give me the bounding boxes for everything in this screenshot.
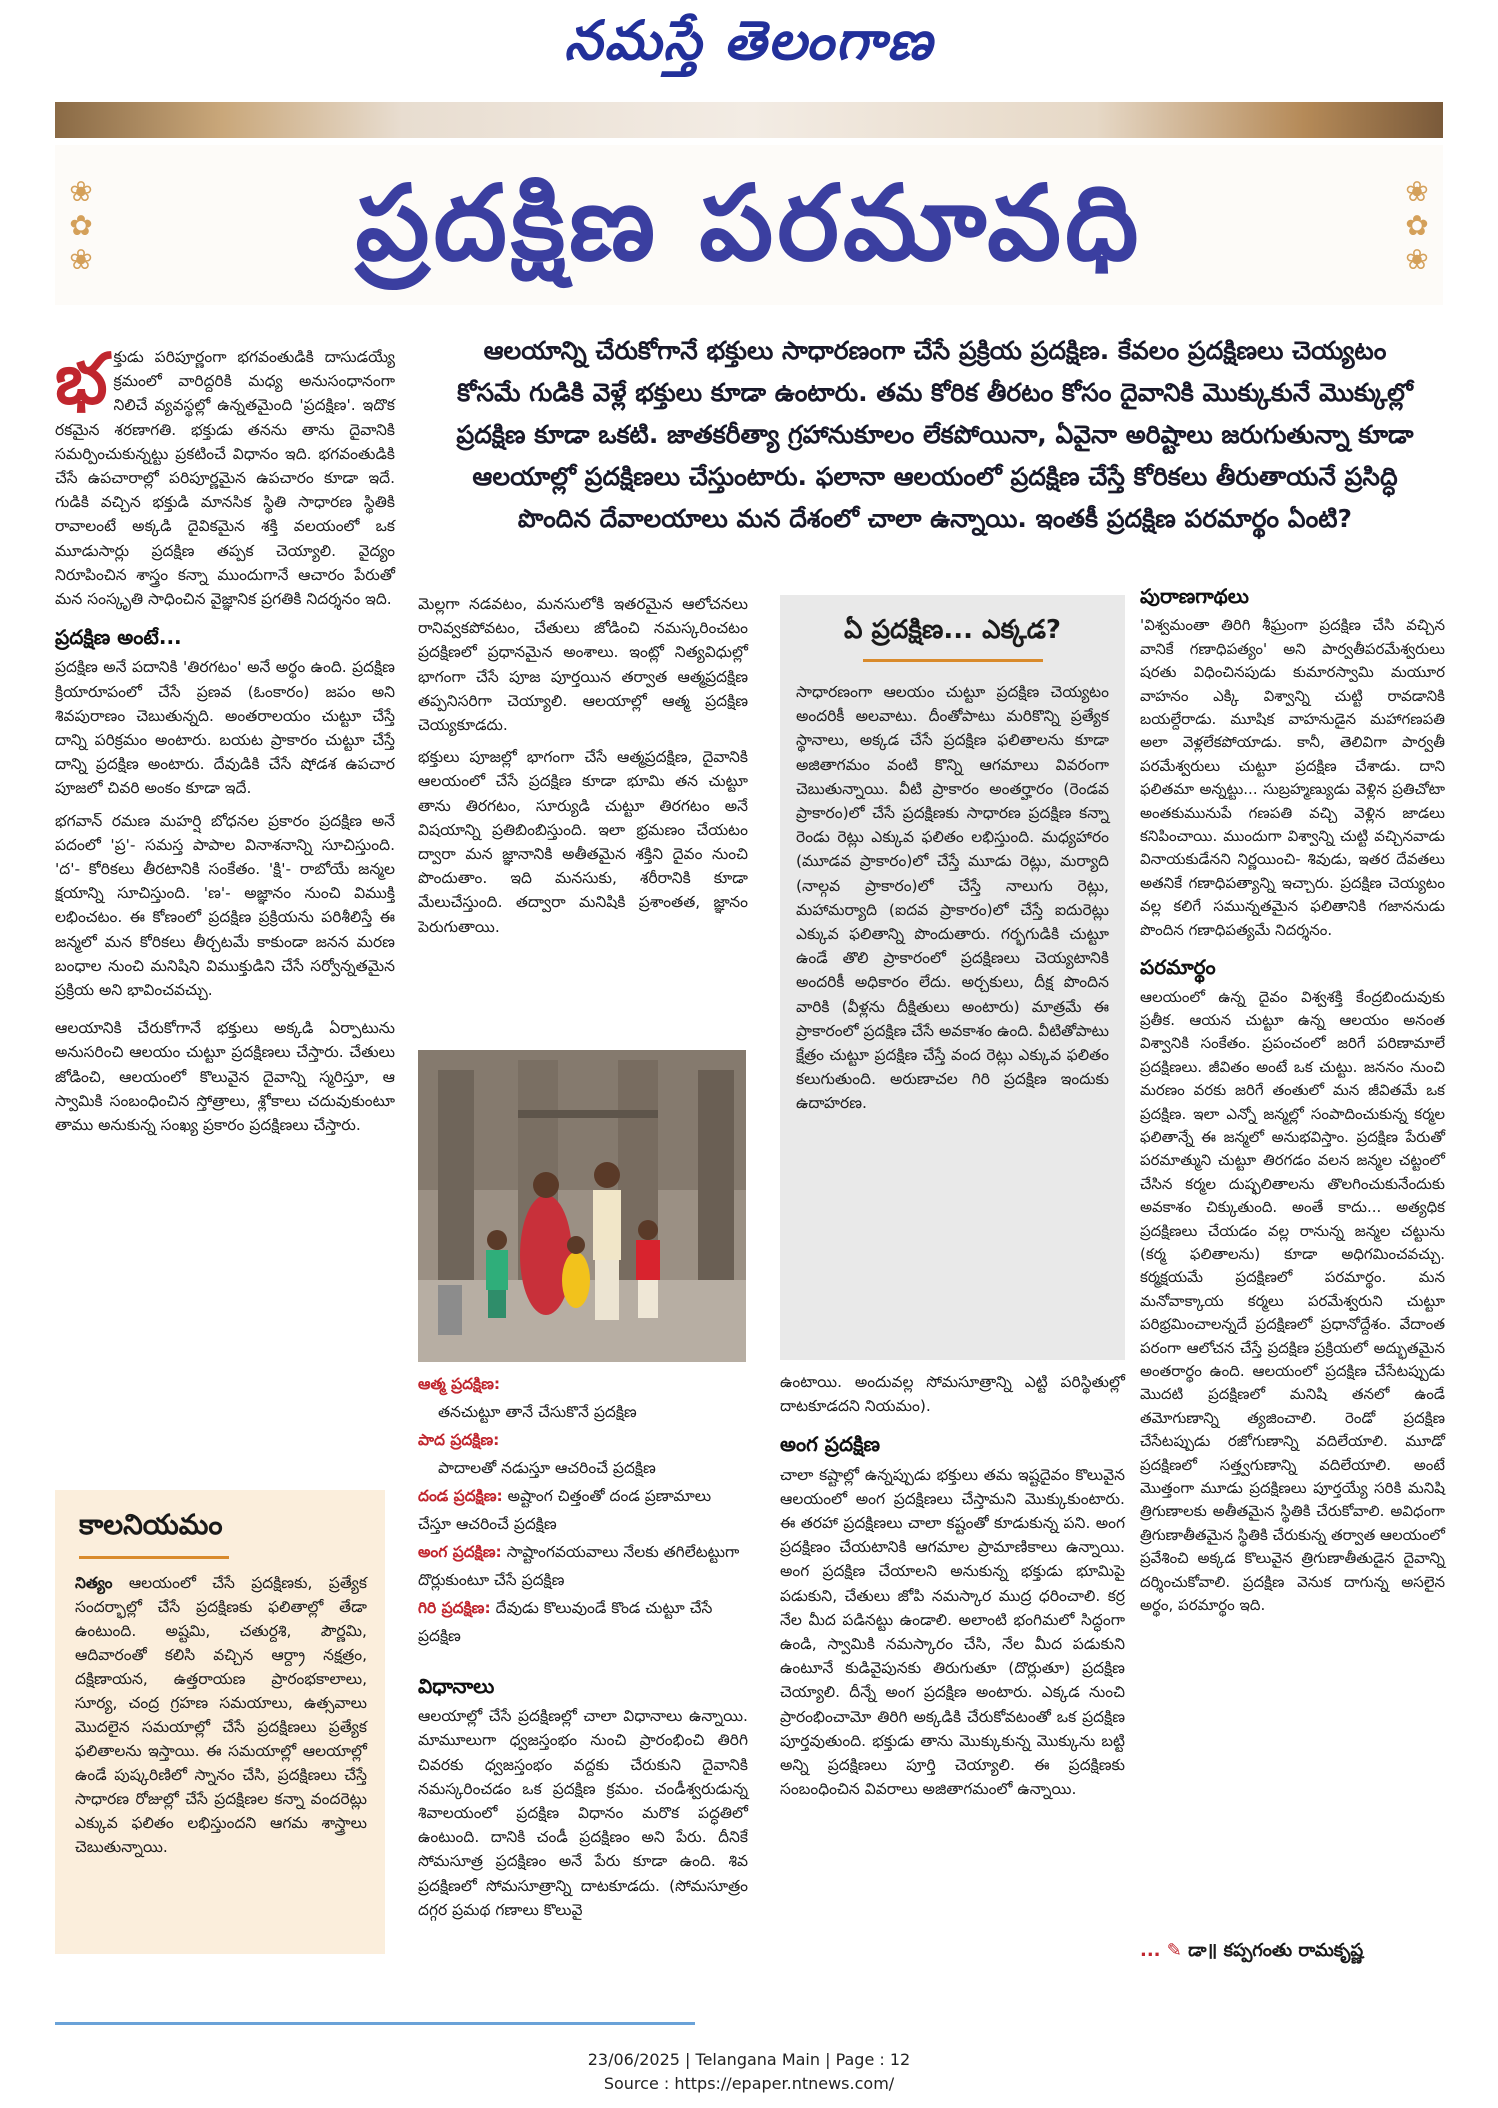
box-text: ఆలయంలో చేసే ప్రదక్షిణకు, ప్రత్యేక సందర్భాల్లో చేసే ప్రదక్షిణకు ఫలితాల్లో తేడా ఉంటుంది. అష్టమి, చతుర్దశి, పౌర్ణమి, ఆదివారంతో కలిసి వచ్చిన ఆర్ద్రా నక్షత్రం, దక్షిణాయన, ఉత్తరాయణ ప్రారంభకాలాలు, సూర్య, చంద్ర గ్రహణ సమయాలు, ఉత్సవాలు మొదలైన సమయాల్లో చేసే ప్రదక్షిణలు ప్రత్యేక ఫలితాలను ఇస్తాయి. ఈ సమయాల్లో ఆలయాల్లో ఉండే పుష్కరిణిలో స్నానం చేసి, ప్రదక్షిణలు చేస్తే సాధారణ రోజుల్లో చేసే ప్రదక్షిణల కన్నా వందరెట్లు ఎక్కువ ఫలితం లభిస్తుందని ఆగమ శాస్త్రాలు చెబుతున్నాయి.	[75, 1574, 367, 1856]
paragraph: భగవాన్ రమణ మహర్షి బోధనల ప్రకారం ప్రదక్షిణ అనే పదంలో 'ప్ర'- సమస్త పాపాల వినాశనాన్ని సూచిస్తుంది. 'ద'- కోరికలు తీరటానికి సంకేతం. 'క్షి'- రాబోయే జన్మల క్షయాన్ని సూచిస్తుంది. 'ణ'- అజ్ఞానం నుంచి విముక్తి లభించటం. ఈ కోణంలో ప్రదక్షిణ ప్రక్రియను పరిశీలిస్తే ఈ జన్మలో మన కోరికలు తీర్చటమే కాకుండా జనన మరణ బంధాల నుంచి మనిషిని విముక్తుడిని చేసే సర్వోన్నతమైన ప్రక్రియ అని భావించవచ్చు.	[55, 811, 395, 1000]
author-byline	[1140, 1940, 1460, 1965]
flourish-decoration-right: ❀ ✿ ❀	[1405, 175, 1429, 276]
box-lead: నిత్యం	[75, 1574, 113, 1592]
glossary-item	[418, 1482, 748, 1538]
family-temple-photo	[418, 1050, 746, 1362]
flourish-decoration-left: ❀ ✿ ❀	[69, 175, 93, 276]
opening-text: క్తుడు పరిపూర్ణంగా భగవంతుడికి దాసుడయ్యే క్రమంలో వారిద్దరికి మధ్య అనుసంధానంగా నిలిచే వ్యవస్థల్లో ఉన్నతమైంది 'ప్రదక్షిణ'. ఇదొక రకమైన శరణాగతి. భక్తుడు తనను తాను దైవానికి సమర్పించుకున్నట్టు ప్రకటించే విధానం ఇది. భగవంతుడికి చేసే ఉపచారాల్లో పరిపూర్ణమైన ఉపచారం కూడా ఇదే. గుడికి వచ్చిన భక్తుడి మానసిక స్థితి సాధారణ స్థితికి రావాలంటే అక్కడి దైవికమైన శక్తి వలయంలో ఒక మూడుసార్లు ప్రదక్షిణ తప్పక చెయ్యాలి. వైద్యం నిరూపించిన శాస్త్రం కన్నా ముందుగానే ఆచారం పేరుతో మన సంస్కృతి సాధించిన వైజ్ఞానిక ప్రగతికి నిదర్శనం ఇది.	[55, 348, 395, 609]
drop-cap: భ	[55, 337, 108, 420]
paragraph: ఆలయాల్లో చేసే ప్రదక్షిణల్లో చాలా విధానాలు ఉన్నాయి. మామూలుగా ధ్వజస్తంభం నుంచి ప్రారంభించి తిరిగి చివరకు ధ్వజస్తంభం వద్దకు చేరుకుని దైవానికి నమస్కరించడం ఒక ప్రదక్షిణ క్రమం. చండీశ్వరుడున్న శివాలయంలో ప్రదక్షిణ విధానం మరొక పద్ధతిలో ఉంటుంది. దానికి చండీ ప్రదక్షిణం అని పేరు. దీనికే సోమసూత్ర ప్రదక్షిణం అనే పేరు కూడా ఉంది. శివ ప్రదక్షిణలో సోమసూత్రాన్ని దాటకూడదు. (సోమసూత్రం దగ్గర ప్రమథ గణాలు కొలువై	[418, 1707, 748, 1919]
box-title: కాలనియమం	[55, 1490, 385, 1559]
glossary-text: దేవుడు కొలువుండే కొండ చుట్టూ చేసే ప్రదక్షిణ	[418, 1599, 713, 1645]
subheading-vidhanalu: విధానాలు	[418, 1674, 495, 1698]
intro-line: ప్రదక్షిణ కూడా ఒకటి. జాతకరీత్యా గ్రహానుకూలం లేకపోయినా, ఏవైనా అరిష్టాలు జరుగుతున్నా కూడా	[456, 420, 1414, 449]
intro-line: ఆలయాల్లో ప్రదక్షిణలు చేస్తుంటారు. ఫలానా ఆలయంలో ప్రదక్షిణ చేస్తే కోరికలు తీరుతాయనే ప్రసిద్ధి	[472, 462, 1398, 491]
source-link[interactable]: Source : https://epaper.ntnews.com/	[603, 2074, 895, 2093]
author-name: డా॥ కప్పగంతు రామకృష్ణ	[1188, 1940, 1364, 1961]
glossary-label: అంగ ప్రదక్షిణ:	[418, 1543, 502, 1561]
glossary-item	[418, 1538, 748, 1594]
column-3	[780, 1370, 1125, 1809]
glossary-label: గిరి ప్రదక్షిణ:	[418, 1599, 491, 1617]
subheading-anga-pradakshina: అంగ ప్రదక్షిణ	[780, 1432, 881, 1457]
intro-paragraph	[420, 330, 1450, 540]
box-body	[55, 1559, 385, 1859]
glossary-text: పాదాలతో నడుస్తూ ఆచరించే ప్రదక్షిణ	[438, 1459, 656, 1477]
paragraph: ఆలయానికి చేరుకోగానే భక్తులు అక్కడి ఏర్పాటును అనుసరించి ఆలయం చుట్టూ ప్రదక్షిణలు చేస్తారు. చేతులు జోడించి, ఆలయంలో కొలువైన దైవాన్ని స్మరిస్తూ, ఆ స్వామికి సంబంధించిన స్తోత్రాలు, శ్లోకాలు చదువుకుంటూ తాము అనుకున్న సంఖ్య ప్రకారం ప్రదక్షిణలు చేస్తారు.	[55, 1019, 395, 1135]
byline-dots: ...	[1140, 1940, 1161, 1961]
glossary-label: ఆత్మ ప్రదక్షిణ:	[418, 1375, 501, 1393]
box-title: ఏ ప్రదక్షిణ... ఎక్కడ?	[780, 595, 1125, 662]
paragraph: ఆలయంలో ఉన్న దైవం విశ్వశక్తి కేంద్రబిందువుకు ప్రతీక. ఆయన చుట్టూ ఉన్న ఆలయం అనంత విశ్వానికి సంకేతం. ప్రపంచంలో జరిగే పరిణామాలే ప్రదక్షిణలు. జీవితం అంటే ఒక చుట్టు. జననం నుంచి మరణం వరకు జరిగే తంతులో మన జీవితమే ఒక ప్రదక్షిణ. ఇలా ఎన్నో జన్మల్లో సంపాదించుకున్న కర్మల ఫలితాన్నే ఈ జన్మలో అనుభవిస్తాం. ప్రదక్షిణ పేరుతో పరమాత్ముని చుట్టూ తిరగడం వలన జన్మల చట్టంలో చేసిన కర్మల దుష్ఫలితాలను తొలగించుకునేందుకు అవకాశం చిక్కుతుంది. అంతే కాదు... అత్యధిక ప్రదక్షిణలు చేయడం వల్ల రానున్న జన్మల చట్టును (కర్మ ఫలితాలను) కూడా అధిగమించవచ్చు. కర్మక్షయమే ప్రదక్షిణలో పరమార్థం. మన మనోవాక్కాయ కర్మలు పరమేశ్వరుని చుట్టూ పరిభ్రమించాలన్నదే ప్రదక్షిణలో ప్రధానోద్దేశం. వేదాంత పరంగా ఆలోచన చేస్తే ప్రదక్షిణ ప్రక్రియలో అద్భుతమైన అంతరార్థం ఉంది. ఆలయంలో ప్రదక్షిణ చేసేటప్పుడు మొదటి ప్రదక్షిణలో మనిషి తనలో ఉండే తమోగుణాన్ని త్యజించాలి. రెండో ప్రదక్షిణ చేసేటప్పుడు రజోగుణాన్ని వదిలేయాలి. మూడో ప్రదక్షిణలో సత్త్వగుణాన్ని వదిలేయాలి. అంటే మొత్తంగా మూడు ప్రదక్షిణలు పూర్తయ్యే సరికి మనిషి త్రిగుణాలకు అతీతమైన స్థితికి చేరుకోవాలి. అవిధంగా త్రిగుణాతీతమైన స్థితికి చేరుకున్న తర్వాత ఆలయంలో ప్రవేశించి అక్కడ కొలువైన త్రిగుణాతీతుడైన దైవాన్ని దర్శించుకోవాలి. ప్రదక్షిణ వెనుక దాగున్న అసలైన అర్థం, పరమార్థం ఇది.	[1140, 987, 1445, 1615]
glossary-item	[418, 1594, 748, 1650]
paragraph: భక్తులు పూజల్లో భాగంగా చేసే ఆత్మప్రదక్షిణ, దైవానికి ఆలయంలో చేసే ప్రదక్షిణ కూడా భూమి తన చుట్టూ తాను తిరగటం, సూర్యుడి చుట్టూ తిరగటం అనే విషయాన్ని ప్రతిబింబిస్తుంది. ఇలా భ్రమణం చేయటం ద్వారా మన జ్ఞానానికి అతీతమైన శక్తిని దైవం నుంచి పొందుతాం. ఇది మనసుకు, శరీరానికి కూడా మేలుచేస్తుంది. తద్వారా మనిషికి ప్రశాంతత, జ్ఞానం పెరుగుతాయి.	[418, 748, 748, 936]
column-2	[418, 592, 748, 947]
box-body: సాధారణంగా ఆలయం చుట్టూ ప్రదక్షిణ చెయ్యటం అందరికీ అలవాటు. దీంతోపాటు మరికొన్ని ప్రత్యేక స్థానాలు, అక్కడ చేసే ప్రదక్షిణ ఫలితాలను కూడా అజితాగమం వంటి కొన్ని ఆగమాలు వివరంగా చెబుతున్నాయి. వీటి ప్రాకారం అంతర్హారం (రెండవ ప్రాకారం)లో చేసే ప్రదక్షిణకు సాధారణ ప్రదక్షిణ కన్నా రెండు రెట్లు ఎక్కువ ఫలితం లభిస్తుంది. మధ్యహారం (మూడవ ప్రాకారం)లో చేస్తే మూడు రెట్లు, మర్యాది (నాల్గవ ప్రాకారం)లో చేస్తే నాలుగు రెట్లు, మహామర్యాది (ఐదవ ప్రాకారం)లో చేస్తే ఐదురెట్లు ఎక్కువ ఫలితాన్ని పొందుతారు. గర్భగుడికి చుట్టూ ఉండే తొలి ప్రాకారంలో ప్రదక్షిణలు చెయ్యటానికి అందరికీ అధికారం లేదు. అర్చకులు, దీక్ష పొందిన వారికి (వీళ్లను దీక్షితులు అంటారు) మాత్రమే ఈ ప్రాకారంలో ప్రదక్షిణ చేసే అవకాశం ఉంది. వీటితోపాటు క్షేత్రం చుట్టూ ప్రదక్షిణ చేస్తే వంద రెట్లు ఎక్కువ ఫలితం కలుగుతుంది. అరుణాచల గిరి ప్రదక్షిణ ఇందుకు ఉదాహరణ.	[796, 683, 1109, 1113]
glossary-text: తనచుట్టూ తానే చేసుకొనే ప్రదక్షిణ	[438, 1403, 637, 1421]
pradakshina-types-glossary	[418, 1370, 748, 1650]
column-1	[55, 337, 395, 1145]
column-2-vidhanalu	[418, 1660, 748, 1930]
paragraph: మెల్లగా నడవటం, మనసులోకి ఇతరమైన ఆలోచనలు రానివ్వకపోవటం, చేతులు జోడించి నమస్కరించటం ప్రదక్షిణలో ప్రధానమైన అంశాలు. ఇంట్లో నిత్యవిధుల్లో భాగంగా చేసే పూజ పూర్తయిన తర్వాత ఆత్మప్రదక్షిణ తప్పనిసరిగా చెయ్యాలి. ఆలయాల్లో ఆత్మ ప్రదక్షిణ చెయ్యకూడదు.	[418, 595, 748, 735]
masthead	[0, 0, 1498, 90]
headline-banner	[55, 145, 1443, 305]
subheading-paramartham: పరమార్థం	[1140, 955, 1216, 980]
edition-info: 23/06/2025 | Telangana Main | Page : 12	[587, 2050, 911, 2069]
photo-illustration	[418, 1050, 746, 1362]
glossary-text: సాష్టాంగవయవాలు నేలకు తగిలేటట్టుగా దొర్లుకుంటూ చేసే ప్రదక్షిణ	[418, 1543, 740, 1589]
subheading-puranagathalu: పురాణగాథలు	[1140, 584, 1249, 608]
column-4	[1140, 585, 1445, 1625]
intro-line: కోసమే గుడికి వెళ్లే భక్తులు కూడా ఉంటారు. తమ కోరిక తీరటం కోసం దైవానికి మొక్కుకునే మొక్కుల్లో	[457, 378, 1413, 407]
intro-line: పొందిన దేవాలయాలు మన దేశంలో చాలా ఉన్నాయి. ఇంతకీ ప్రదక్షిణ పరమార్థం ఏంటి?	[517, 504, 1353, 533]
banner-photo	[55, 102, 1443, 138]
paragraph: ఉంటాయి. అందువల్ల సోమసూత్రాన్ని ఎట్టి పరిస్థితుల్లో దాటకూడదని నియమం).	[780, 1373, 1125, 1416]
footer-divider	[55, 2022, 695, 2025]
glossary-item	[418, 1426, 748, 1454]
sidebar-box-ye-pradakshina	[780, 595, 1125, 1360]
pen-icon: ✎	[1166, 1940, 1182, 1961]
newspaper-name: నమస్తే తెలంగాణ	[564, 8, 934, 72]
subheading-pradakshina-ante: ప్రదక్షిణ అంటే...	[55, 625, 182, 650]
page-footer	[0, 2048, 1498, 2096]
glossary-label: దండ ప్రదక్షిణ:	[418, 1487, 503, 1505]
glossary-item	[418, 1370, 748, 1398]
intro-line: ఆలయాన్ని చేరుకోగానే భక్తులు సాధారణంగా చేసే ప్రక్రియ ప్రదక్షిణ. కేవలం ప్రదక్షిణలు చెయ్యటం	[483, 336, 1387, 365]
glossary-text: అష్టాంగ చిత్తంతో దండ ప్రణామాలు చేస్తూ ఆచరించే ప్రదక్షిణ	[418, 1487, 712, 1533]
headline: ప్రదక్షిణ పరమావధి	[355, 161, 1143, 284]
glossary-label: పాద ప్రదక్షిణ:	[418, 1431, 500, 1449]
opening-paragraph	[55, 337, 395, 611]
paragraph: ప్రదక్షిణ అనే పదానికి 'తిరగటం' అనే అర్థం ఉంది. ప్రదక్షిణ క్రియారూపంలో చేసే ప్రణవ (ఓంకారం) జపం అని శివపురాణం చెబుతున్నది. అంతరాలయం చుట్టూ చేస్తే దాన్ని పరిక్రమం అంటారు. బయట ప్రాకారం చుట్టూ చేస్తే దాన్ని ప్రదక్షిణ అంటారు. దేవుడికి చేసే షోడశ ఉపచార పూజలో చివరి అంకం కూడా ఇదే.	[55, 658, 395, 798]
paragraph: చాలా కష్టాల్లో ఉన్నప్పుడు భక్తులు తమ ఇష్టదైవం కొలువైన ఆలయంలో అంగ ప్రదక్షిణలు చేస్తామని మొక్కుకుంటారు. ఈ తరహా ప్రదక్షిణలు చాలా కష్టంతో కూడుకున్న పని. అంగ ప్రదక్షిణం చేయటానికి ఆగమాల ప్రామాణికాలు ఉన్నాయి. అంగ ప్రదక్షిణ చేయాలని అనుకున్న భక్తుడు భూమిపై పడుకుని, చేతులు జోపి నమస్కార ముద్ర ధరించాలి. కర్ర నేల మీద పడినట్టు ఉండాలి. అలాంటి భంగిమలో సిద్ధంగా ఉండి, స్వామికి నమస్కారం చేసి, నేల మీద పడుకుని ఉంటూనే కుడివైపునకు తిరుగుతూ (దొర్లుతూ) ప్రదక్షిణ చెయ్యాలి. దీన్నే అంగ ప్రదక్షిణ అంటారు. ఎక్కడ నుంచి ప్రారంభించామో తిరిగి అక్కడికి చేరుకోవటంతో ఒక ప్రదక్షిణ పూర్తవుతుంది. భక్తుడు తాను మొక్కుకున్న మొక్కును బట్టి అన్ని ప్రదక్షిణలు పూర్తి చెయ్యాలి. ఈ ప్రదక్షిణకు సంబంధించిన వివరాలు అజితాగమంలో ఉన్నాయి.	[780, 1465, 1125, 1799]
sidebar-box-kalaniyamam	[55, 1490, 385, 1954]
paragraph: 'విశ్వమంతా తిరిగి శీఘ్రంగా ప్రదక్షిణ చేసి వచ్చిన వానికే గణాధిపత్యం' అని పార్వతీపరమేశ్వరులు షరతు విధించినపుడు కుమారస్వామి మయూర వాహనం ఎక్కి విశ్వాన్ని చుట్టి రావడానికి బయల్దేరాడు. మూషిక వాహనుడైన మహాగణపతి అలా వెళ్లలేకపోయాడు. కానీ, తెలివిగా పార్వతీ పరమేశ్వరులు చుట్టూ ప్రదక్షిణ చేశాడు. దాని ఫలితమా అన్నట్టు... సుబ్రహ్మణ్యుడు వెళ్లిన ప్రతిచోటా అంతకుమునుపే గణపతి వచ్చి వెళ్లిన జాడలు కనిపించాయి. ముందుగా విశ్వాన్ని చుట్టి వచ్చినవాడు వినాయకుడేనని నిర్ణయించి- శివుడు, ఇతర దేవతలు అతనికే గణాధిపత్యాన్ని ఇచ్చారు. ప్రదక్షిణ చెయ్యటం వల్ల కలిగే సమున్నతమైన ఫలితానికి గజాననుడు పొందిన గణాధిపత్యమే నిదర్శనం.	[1140, 616, 1445, 939]
